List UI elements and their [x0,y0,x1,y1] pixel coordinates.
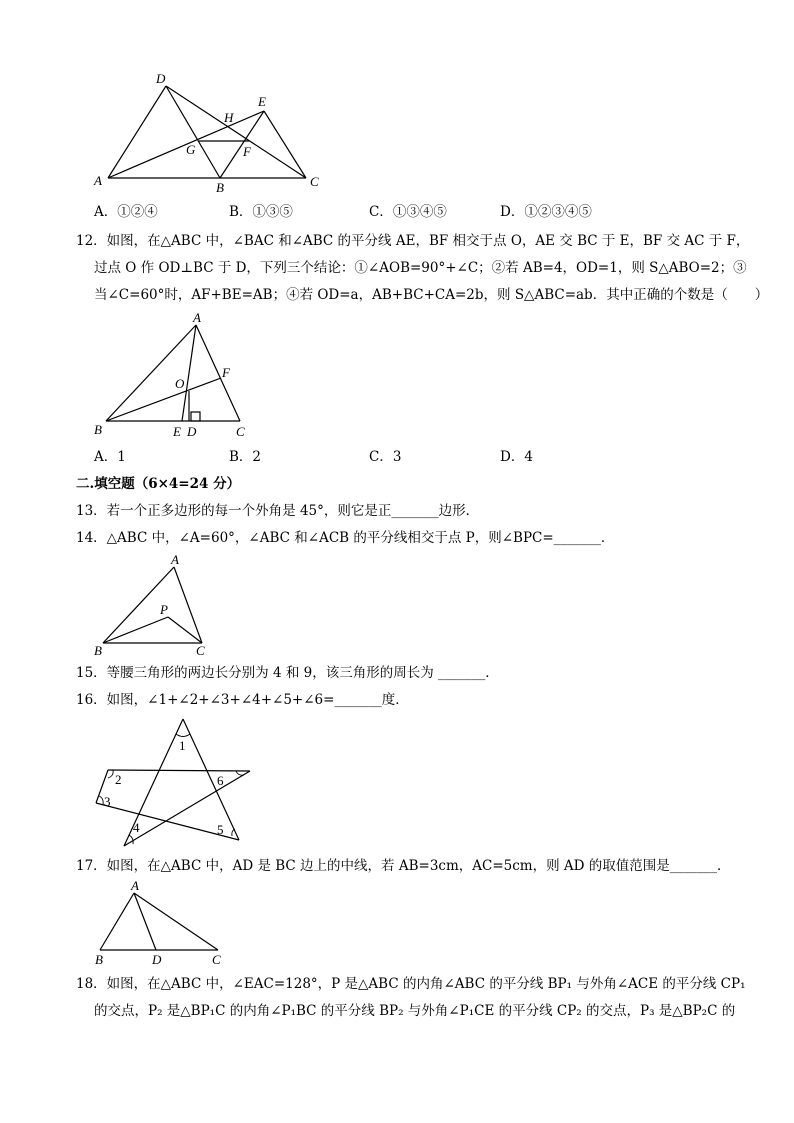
q14-label-P: P [160,602,168,617]
q12-line-3: 当∠C=60°时，AF+BE=AB；④若 OD=a，AB+BC+CA=2b，则 S△ABC=ab．其中正确的个数是（ ） [94,287,769,303]
q11-option-b: B．①③⑤ [229,204,293,220]
q12-line-1: 12．如图，在△ABC 中，∠BAC 和∠ABC 的平分线 AE，BF 相交于点 O，AE 交 BC 于 E，BF 交 AC 于 F， [76,233,750,249]
q18-line-2: 的交点，P₂ 是△BP₁C 的内角∠P₁BC 的平分线 BP₂ 与外角∠P₁CE 的平分线 CP₂ 的交点，P₃ 是△BP₂C 的 [94,1003,736,1019]
q16-label-5: 5 [217,822,224,837]
q11-option-a: A．①②④ [94,204,158,220]
q11-label-H: H [224,110,234,125]
q11-option-d: D．①②③④⑤ [500,204,592,220]
q11-label-F: F [243,144,251,159]
q12-option-d: D．4 [500,449,533,465]
q16-text: 16．如图，∠1+∠2+∠3+∠4+∠5+∠6=_______度． [76,692,409,708]
q16-figure [90,712,260,852]
q14-label-A: A [171,552,179,567]
q12-label-E: E [173,424,181,439]
q12-label-F: F [222,365,230,380]
q11-label-D: D [156,71,166,86]
q17-label-A: A [131,878,139,893]
q12-line-2: 过点 O 作 OD⊥BC 于 D，下列三个结论：①∠AOB=90°+∠C；②若 AB=4，OD=1，则 S△ABO=2；③ [94,260,747,276]
q12-label-C: C [236,424,245,439]
q14-figure [90,552,220,660]
q12-label-O: O [175,376,185,391]
q16-label-1: 1 [179,738,186,753]
q17-figure [90,878,230,970]
q11-label-B: B [216,180,224,195]
q11-figure [90,70,330,195]
q18-line-1: 18．如图，在△ABC 中，∠EAC=128°，P 是△ABC 的内角∠ABC 的平分线 BP₁ 与外角∠ACE 的平分线 CP₁ [76,976,746,992]
q17-text: 17．如图，在△ABC 中，AD 是 BC 边上的中线，若 AB=3cm，AC=5cm，则 AD 的取值范围是_______． [76,858,731,874]
q16-label-2: 2 [115,772,122,787]
q14-label-B: B [94,643,102,658]
q14-label-C: C [196,643,205,658]
q15-text: 15．等腰三角形的两边长分别为 4 和 9，该三角形的周长为 _______． [76,665,499,681]
q12-option-c: C．3 [369,449,402,465]
q11-option-c: C．①③④⑤ [369,204,447,220]
q12-option-b: B．2 [229,449,262,465]
q12-label-A: A [193,310,201,325]
q13-text: 13．若一个正多边形的每一个外角是 45°，则它是正_______边形． [76,503,480,519]
q16-label-4: 4 [133,820,140,835]
q11-label-C: C [310,174,319,189]
q17-label-D: D [152,952,162,967]
q17-label-C: C [212,952,221,967]
q11-label-E: E [258,94,266,109]
q12-label-B: B [94,422,102,437]
q12-figure [90,308,260,443]
q11-label-G: G [186,142,196,157]
q12-option-a: A．1 [94,449,126,465]
q14-text: 14．△ABC 中，∠A=60°，∠ABC 和∠ACB 的平分线相交于点 P，则∠BPC=_______． [76,530,615,546]
q17-label-B: B [95,952,103,967]
section-heading-fill-in: 二.填空题（6×4=24 分） [76,476,241,492]
q11-label-A: A [94,173,102,188]
q16-label-6: 6 [217,773,224,788]
q16-label-3: 3 [104,794,111,809]
q12-label-D: D [187,424,197,439]
